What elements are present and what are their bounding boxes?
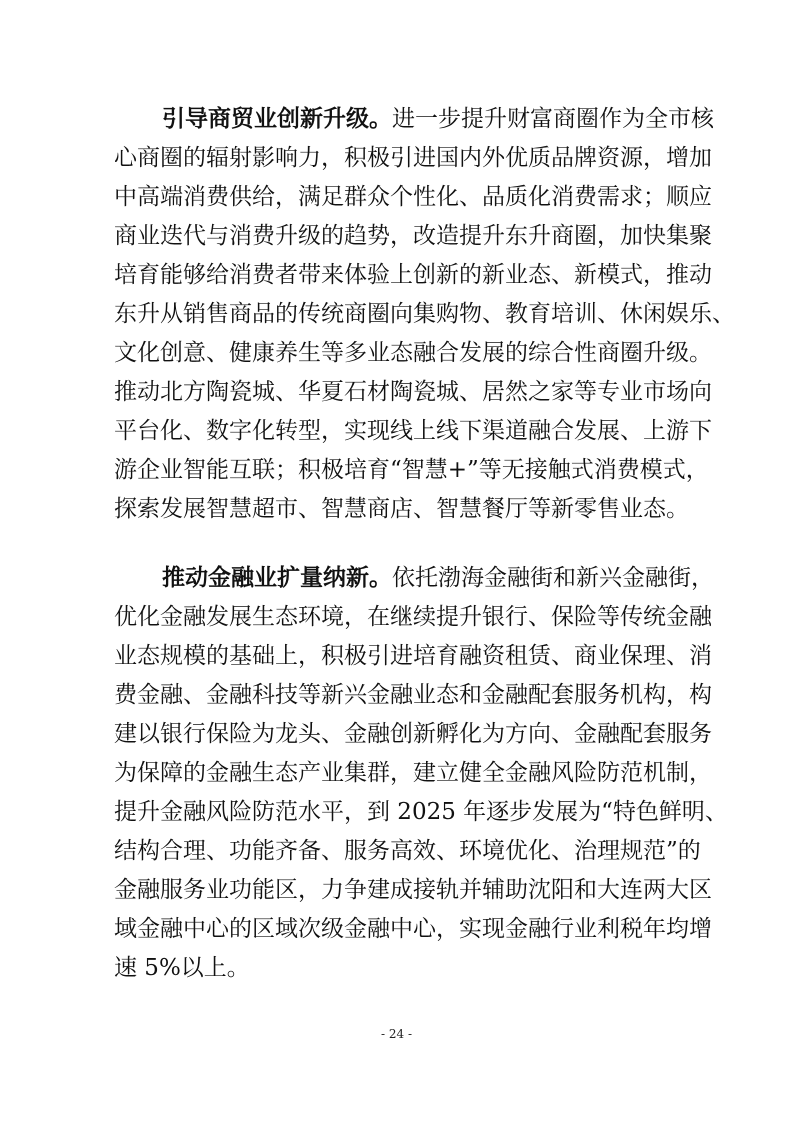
paragraph-2-line-7: 提升金融风险防范水平，到 2025 年逐步发展为“特色鲜明、 — [114, 799, 728, 825]
paragraph-2-line-2: 优化金融发展生态环境，在继续提升银行、保险等传统金融 — [114, 604, 712, 630]
paragraph-1-line-11: 探索发展智慧超市、智慧商店、智慧餐厅等新零售业态。 — [114, 496, 689, 522]
paragraph-2-line-5: 建以银行保险为龙头、金融创新孵化为方向、金融配套服务 — [114, 721, 712, 747]
paragraph-1-line-2: 心商圈的辐射影响力，积极引进国内外优质品牌资源，增加 — [114, 145, 712, 171]
paragraph-1-line-7: 文化创意、健康养生等多业态融合发展的综合性商圈升级。 — [114, 340, 712, 366]
paragraph-2-line-9: 金融服务业功能区，力争建成接轨并辅助沈阳和大连两大区 — [114, 877, 712, 903]
paragraph-1-line-8: 推动北方陶瓷城、华夏石材陶瓷城、居然之家等专业市场向 — [114, 379, 712, 405]
paragraph-1-line-4: 商业迭代与消费升级的趋势，改造提升东升商圈，加快集聚 — [114, 223, 712, 249]
paragraph-1-text: 进一步提升财富商圈作为全市核 — [392, 106, 714, 132]
paragraph-1-line-6: 东升从销售商品的传统商圈向集购物、教育培训、休闲娱乐、 — [114, 301, 735, 327]
paragraph-1-heading: 引导商贸业创新升级。 — [162, 105, 392, 132]
paragraph-2-line-1 — [162, 561, 714, 595]
paragraph-2-line-10: 域金融中心的区域次级金融中心，实现金融行业利税年均增 — [114, 916, 712, 942]
paragraph-2-line-8: 结构合理、功能齐备、服务高效、环境优化、治理规范”的 — [114, 838, 701, 864]
paragraph-2-line-11: 速 5%以上。 — [114, 955, 250, 981]
paragraph-2-line-6: 为保障的金融生态产业集群，建立健全金融风险防范机制， — [114, 760, 712, 786]
paragraph-1-line-10: 游企业智能互联；积极培育“智慧+”等无接触式消费模式， — [114, 457, 709, 483]
page-number: - 24 - — [380, 1027, 412, 1041]
paragraph-1-line-5: 培育能够给消费者带来体验上创新的新业态、新模式，推动 — [114, 262, 712, 288]
paragraph-2-line-4: 费金融、金融科技等新兴金融业态和金融配套服务机构，构 — [114, 682, 712, 708]
paragraph-2-line-3: 业态规模的基础上，积极引进培育融资租赁、商业保理、消 — [114, 643, 712, 669]
paragraph-1-line-3: 中高端消费供给，满足群众个性化、品质化消费需求；顺应 — [114, 184, 712, 210]
paragraph-1-line-9: 平台化、数字化转型，实现线上线下渠道融合发展、上游下 — [114, 418, 712, 444]
paragraph-1-line-1 — [162, 102, 714, 136]
paragraph-2-text: 依托渤海金融街和新兴金融街， — [392, 565, 714, 591]
paragraph-2-heading: 推动金融业扩量纳新。 — [162, 564, 392, 591]
